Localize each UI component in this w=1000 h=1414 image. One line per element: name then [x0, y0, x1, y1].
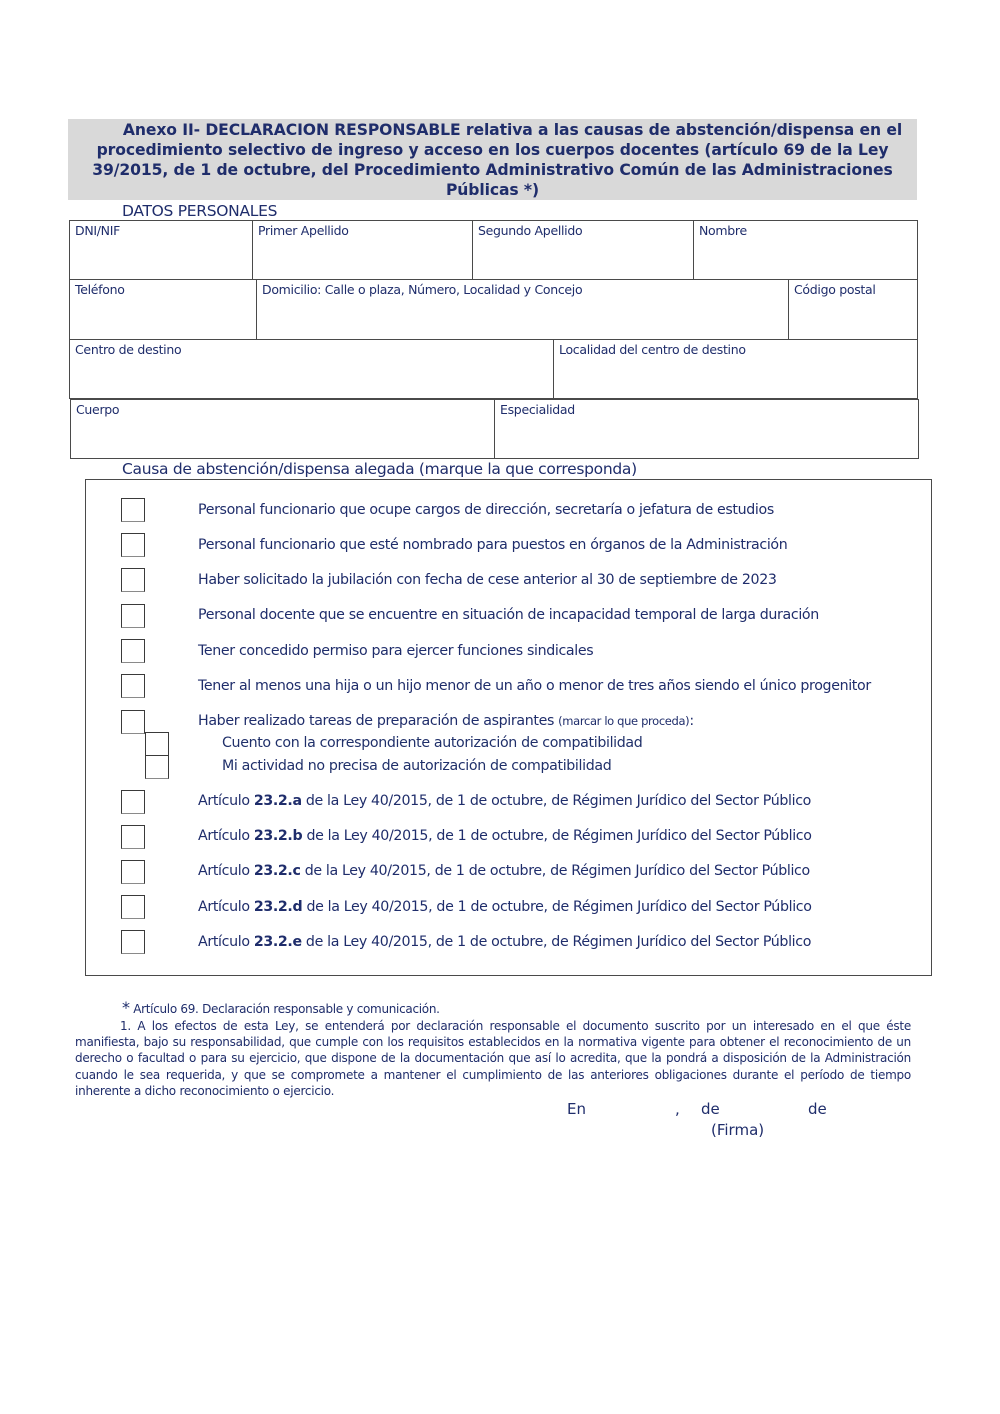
article-ref: 23.2.b [253, 828, 303, 844]
personal-data-heading: DATOS PERSONALES [122, 202, 278, 220]
primer-apellido-label: Primer Apellido [258, 223, 349, 238]
preparation-label[interactable] [198, 713, 694, 729]
article-23-2-a-label[interactable] [198, 793, 811, 809]
article-ref: 23.2.e [253, 934, 302, 950]
article-23-2-e-label[interactable] [198, 934, 811, 950]
article-suffix: de la Ley 40/2015, de 1 de octubre, de Régimen Jurídico del Sector Público [302, 899, 812, 915]
centro-destino-field[interactable] [69, 339, 554, 399]
title-line-4: Públicas *) [445, 181, 540, 199]
localidad-centro-label: Localidad del centro de destino [559, 342, 746, 357]
signature-firma: (Firma) [711, 1121, 765, 1139]
checkbox-preparation-sub-2[interactable] [145, 755, 169, 779]
checkbox-cause-2[interactable] [121, 533, 145, 557]
document-title [68, 120, 917, 200]
preparation-sub-2-label[interactable]: Mi actividad no precisa de autorización de compatibilidad [222, 758, 612, 774]
signature-comma: , [675, 1100, 680, 1118]
codigo-postal-label: Código postal [794, 282, 876, 297]
centro-destino-label: Centro de destino [75, 342, 182, 357]
telefono-input[interactable] [74, 302, 256, 333]
article-ref: 23.2.c [253, 863, 301, 879]
preparation-colon: : [689, 713, 694, 729]
cause-5-label[interactable]: Tener concedido permiso para ejercer funciones sindicales [198, 643, 594, 659]
cause-3-label[interactable]: Haber solicitado la jubilación con fecha de cese anterior al 30 de septiembre de 2023 [198, 572, 777, 588]
article-suffix: de la Ley 40/2015, de 1 de octubre, de Régimen Jurídico del Sector Público [302, 828, 812, 844]
checkbox-cause-3[interactable] [121, 568, 145, 592]
telefono-label: Teléfono [75, 282, 125, 297]
preparation-text: Haber realizado tareas de preparación de aspirantes [198, 713, 559, 729]
title-band [68, 119, 917, 200]
segundo-apellido-label: Segundo Apellido [478, 223, 583, 238]
article-23-2-b-label[interactable] [198, 828, 812, 844]
cause-6-label[interactable]: Tener al menos una hija o un hijo menor de un año o menor de tres años siendo el único progenitor [198, 678, 871, 694]
title-line-2: procedimiento selectivo de ingreso y acceso en los cuerpos docentes (artículo 69 de la Ley [96, 141, 889, 159]
cuerpo-input[interactable] [75, 422, 494, 452]
segundo-apellido-input[interactable] [477, 243, 693, 273]
segundo-apellido-field[interactable] [472, 220, 694, 280]
checkbox-article-23-2-a[interactable] [121, 790, 145, 814]
checkbox-preparation[interactable] [121, 710, 145, 734]
nombre-input[interactable] [698, 243, 917, 273]
telefono-field[interactable] [69, 279, 257, 340]
article-23-2-c-label[interactable] [198, 863, 810, 879]
localidad-centro-field[interactable] [553, 339, 918, 399]
footnote-title [122, 998, 440, 1017]
article-prefix: Artículo [198, 934, 254, 950]
article-suffix: de la Ley 40/2015, de 1 de octubre, de Régimen Jurídico del Sector Público [301, 934, 812, 950]
checkbox-article-23-2-b[interactable] [121, 825, 145, 849]
especialidad-input[interactable] [499, 422, 918, 452]
article-suffix: de la Ley 40/2015, de 1 de octubre, de Régimen Jurídico del Sector Público [301, 793, 811, 809]
centro-destino-input[interactable] [74, 362, 553, 392]
article-prefix: Artículo [198, 828, 254, 844]
cuerpo-label: Cuerpo [76, 402, 120, 417]
primer-apellido-input[interactable] [257, 243, 472, 273]
article-23-2-d-label[interactable] [198, 899, 812, 915]
especialidad-label: Especialidad [500, 402, 575, 417]
localidad-centro-input[interactable] [558, 362, 917, 392]
title-line-1: Anexo II- DECLARACION RESPONSABLE relativa a las causas de abstención/dispensa en el [122, 121, 903, 139]
checkbox-cause-5[interactable] [121, 639, 145, 663]
preparation-sub-1-label[interactable]: Cuento con la correspondiente autorización de compatibilidad [222, 735, 643, 751]
signature-de-1: de [701, 1100, 720, 1118]
signature-de-2: de [808, 1100, 827, 1118]
checkbox-cause-6[interactable] [121, 674, 145, 698]
primer-apellido-field[interactable] [252, 220, 473, 280]
especialidad-field[interactable] [494, 399, 919, 459]
article-ref: 23.2.d [253, 899, 303, 915]
cause-1-label[interactable]: Personal funcionario que ocupe cargos de dirección, secretaría o jefatura de estudios [198, 502, 774, 518]
cuerpo-field[interactable] [70, 399, 495, 459]
article-prefix: Artículo [198, 863, 254, 879]
nombre-label: Nombre [699, 223, 747, 238]
article-prefix: Artículo [198, 899, 254, 915]
codigo-postal-field[interactable] [788, 279, 918, 340]
footnote-title-text: Artículo 69. Declaración responsable y comunicación. [129, 1002, 440, 1016]
domicilio-field[interactable] [256, 279, 789, 340]
article-suffix: de la Ley 40/2015, de 1 de octubre, de Régimen Jurídico del Sector Público [300, 863, 810, 879]
checkbox-article-23-2-e[interactable] [121, 930, 145, 954]
checkbox-cause-1[interactable] [121, 498, 145, 522]
codigo-postal-input[interactable] [793, 302, 917, 333]
article-ref: 23.2.a [253, 793, 302, 809]
dni-label: DNI/NIF [75, 223, 121, 238]
cause-4-label[interactable]: Personal docente que se encuentre en situación de incapacidad temporal de larga duración [198, 607, 819, 623]
causes-heading: Causa de abstención/dispensa alegada (marque la que corresponda) [122, 460, 637, 478]
dni-input[interactable] [74, 243, 252, 273]
checkbox-article-23-2-d[interactable] [121, 895, 145, 919]
asterisk-icon: * [122, 998, 130, 1017]
preparation-note: (marcar lo que proceda) [558, 714, 690, 728]
domicilio-label: Domicilio: Calle o plaza, Número, Localidad y Concejo [262, 282, 583, 297]
signature-en: En [567, 1100, 586, 1118]
footnote-paragraph: 1. A los efectos de esta Ley, se entenderá por declaración responsable el documento suscrito por un interesado en el que éste manifiesta, bajo su responsabilidad, que cumple con los requisitos establecidos en la normativa vigente para obtener el reconocimiento de un derecho o facultad o para su ejercicio, que dispone de la documentación que así lo acredita, que la pondrá a disposición de la Administración cuando le sea requerida, y que se compromete a mantener el cumplimiento de las anteriores obligaciones durante el período de tiempo inherente a dicho reconocimiento o ejercicio. [75, 1019, 911, 1098]
checkbox-article-23-2-c[interactable] [121, 860, 145, 884]
cause-2-label[interactable]: Personal funcionario que esté nombrado para puestos en órganos de la Administración [198, 537, 788, 553]
nombre-field[interactable] [693, 220, 918, 280]
title-line-3: 39/2015, de 1 de octubre, del Procedimiento Administrativo Común de las Administraciones [92, 161, 893, 179]
domicilio-input[interactable] [261, 302, 788, 333]
article-prefix: Artículo [198, 793, 254, 809]
checkbox-preparation-sub-1[interactable] [145, 732, 169, 756]
dni-field[interactable] [69, 220, 253, 280]
checkbox-cause-4[interactable] [121, 604, 145, 628]
